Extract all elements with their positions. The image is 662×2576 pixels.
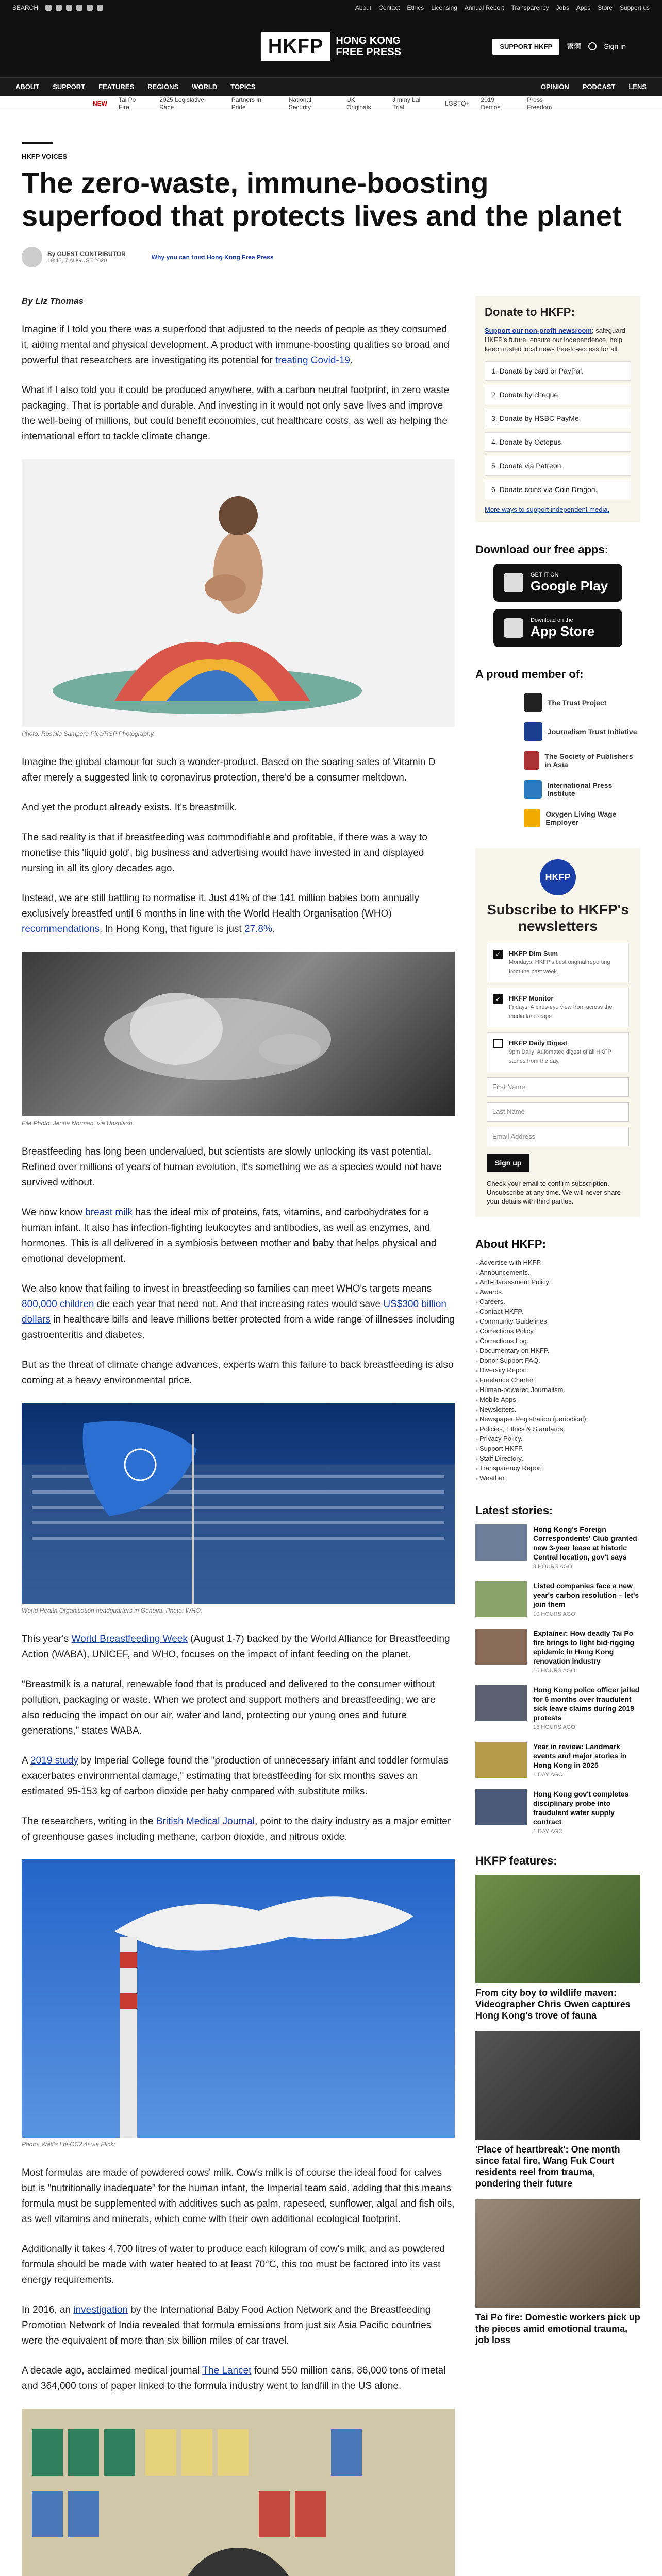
- newsletter-title: Subscribe to HKFP's newsletters: [487, 902, 629, 934]
- latest-story[interactable]: Explainer: How deadly Tai Po fire brings to light bid-rigging epidemic in Hong Kong renovation industry 16 HOURS AGO: [475, 1629, 640, 1675]
- checkbox-icon[interactable]: [493, 1039, 503, 1048]
- trending-item[interactable]: 2019 Demos: [481, 96, 501, 111]
- first-name-input[interactable]: First Name: [487, 1077, 629, 1097]
- paragraph: Most formulas are made of powdered cows' milk. Cow's milk is of course the ideal food for calves but is "nutritionally inadequate" for the human infant, the Imperial team said, adding that this means formula must be supplemented with additives such as palm, rapeseed, sunflower, algal and fish oils, as well vitamins and minerals, which come with their own additional ecological footprint.: [22, 2167, 455, 2225]
- main-navigation: [0, 77, 662, 96]
- threads-icon[interactable]: [97, 5, 103, 11]
- member-logo[interactable]: Journalism Trust Initiative: [475, 717, 640, 746]
- trending-item[interactable]: National Security: [288, 96, 311, 111]
- newsletter-logo: HKFP: [540, 859, 576, 895]
- formula-shelves-illustration: [22, 2409, 455, 2576]
- inline-link[interactable]: investigation: [73, 2304, 128, 2315]
- support-hkfp-button[interactable]: SUPPORT HKFP: [492, 39, 559, 55]
- donate-option[interactable]: 6. Donate coins via Coin Dragon.: [485, 480, 631, 499]
- paragraph: Instead, we are still battling to normalise it. Just 41% of the 141 million babies born annually exclusively breastfed until 6 months in line with the World Health Organisation (WHO) recommendations. In Hong Kong, that figure is just 27.8%.: [22, 893, 419, 935]
- article-image-who: [22, 1403, 455, 1604]
- article-image-chimney: [22, 1859, 455, 2138]
- latest-story[interactable]: Hong Kong's Foreign Correspondents' Club granted new 3-year lease at historic Central location, gov't says 9 HOURS AGO: [475, 1524, 640, 1571]
- annual-report-link[interactable]: Annual Report: [464, 4, 504, 11]
- story-thumbnail: [475, 1685, 527, 1721]
- newsletter-option[interactable]: HKFP Daily Digest 9pm Daily: Automated digest of all HKFP stories from the day.: [487, 1032, 629, 1072]
- paragraph: "Breastmilk is a natural, renewable food that is produced and delivered to the consumer without pollution, packaging or waste. When we protect and support mothers and breastfeeding, we are also reducing the impact on our air, water and land, protecting our young ones and future generations," states WABA.: [22, 1679, 436, 1736]
- mother-breastfeeding-illustration: [22, 459, 455, 727]
- about-list: [475, 1258, 640, 1483]
- trending-item[interactable]: 2025 Legislative Race: [159, 96, 204, 111]
- paragraph: This year's World Breastfeeding Week (August 1-7) backed by the World Alliance for Breastfeeding Action (WABA), UNICEF, and WHO, focuses on the impact of infant feeding on the planet.: [22, 1634, 450, 1660]
- logo-mark: HKFP: [261, 32, 330, 61]
- about-link[interactable]: ● Community Guidelines.: [475, 1317, 640, 1327]
- nav-regions[interactable]: REGIONS: [147, 83, 179, 91]
- checkbox-checked-icon[interactable]: ✓: [493, 950, 503, 959]
- last-name-input[interactable]: Last Name: [487, 1102, 629, 1122]
- trending-item[interactable]: Press Freedom: [527, 96, 552, 111]
- transparency-link[interactable]: Transparency: [511, 4, 549, 11]
- member-list: [475, 688, 640, 833]
- donate-box: [475, 296, 640, 522]
- signup-button[interactable]: Sign up: [487, 1154, 529, 1172]
- latest-title: Latest stories:: [475, 1504, 553, 1517]
- nav-world[interactable]: WORLD: [192, 83, 218, 91]
- x-icon[interactable]: [56, 5, 62, 11]
- site-header: [0, 15, 662, 77]
- inline-link[interactable]: World Breastfeeding Week: [71, 1634, 188, 1645]
- donate-text: Support our non-profit newsroom; safeguard HKFP's future, ensure our independence, help keep trusted local news free-to-access for all.: [485, 327, 626, 353]
- smokestack-illustration: [22, 1859, 455, 2138]
- oxygen-icon: [524, 809, 540, 827]
- trust-project-icon: [524, 693, 542, 712]
- about-link[interactable]: ● Awards.: [475, 1287, 640, 1297]
- member-logo[interactable]: International Press Institute: [475, 775, 640, 804]
- donate-title: Donate to HKFP:: [485, 306, 575, 318]
- author-avatar: [22, 247, 42, 267]
- story-thumbnail: [475, 1789, 527, 1825]
- feature-story[interactable]: Tai Po fire: Domestic workers pick up the pieces amid emotional trauma, job loss: [475, 2199, 640, 2346]
- nav-podcast[interactable]: PODCAST: [582, 83, 616, 91]
- story-thumbnail: [475, 1524, 527, 1561]
- trending-item[interactable]: Partners in Pride: [231, 96, 261, 111]
- article-image-mother: [22, 459, 455, 727]
- features-title: HKFP features:: [475, 1854, 557, 1867]
- paragraph: And yet the product already exists. It's breastmilk.: [22, 802, 237, 813]
- latest-story[interactable]: Year in review: Landmark events and major stories in Hong Kong in 2025 1 DAY AGO: [475, 1742, 640, 1779]
- nav-topics[interactable]: TOPICS: [230, 83, 256, 91]
- paragraph: We now know breast milk has the ideal mix of proteins, fats, vitamins, and carbohydrates for a human infant. It also has infection-fighting leukocytes and antibodies, as well as enzymes, and hormones. This is all delivered in a symbiosis between mother and baby that helps physical and emotional development.: [22, 1207, 437, 1264]
- ipi-icon: [524, 780, 542, 799]
- latest-story[interactable]: Hong Kong gov't completes disciplinary probe into fraudulent water supply contract 1 DAY AGO: [475, 1789, 640, 1836]
- about-link[interactable]: ● Contact HKFP.: [475, 1307, 640, 1317]
- paragraph: The researchers, writing in the British Medical Journal, point to the dairy industry as a major emitter of greenhouse gases including methane, carbon dioxide, and nitrous oxide.: [22, 1816, 451, 1842]
- member-title: A proud member of:: [475, 668, 584, 681]
- byline-text: [47, 250, 126, 264]
- apps-link[interactable]: Apps: [576, 4, 591, 11]
- byline-date: 19:45, 7 AUGUST 2020: [47, 258, 107, 264]
- trending-item[interactable]: Tai Po Fire: [119, 96, 136, 111]
- image-caption: File Photo: Jenna Norman, via Unsplash.: [22, 1120, 135, 1127]
- about-title: About HKFP:: [475, 1238, 546, 1250]
- email-input[interactable]: Email Address: [487, 1127, 629, 1146]
- paragraph: But as the threat of climate change advances, experts warn this failure to back breastfeeding is also coming at a heavy environmental price.: [22, 1360, 454, 1386]
- image-caption: Photo: Walt's Lbi-CC2.4r via Flickr: [22, 2141, 116, 2148]
- donate-option[interactable]: 2. Donate by cheque.: [485, 385, 631, 404]
- image-caption: Photo: Rosalie Sampere Pico/RSP Photography.: [22, 730, 155, 737]
- newsletter-option[interactable]: ✓ HKFP Dim Sum Mondays: HKFP's best original reporting from the past week.: [487, 943, 629, 982]
- story-thumbnail: [475, 1629, 527, 1665]
- article-body: [22, 296, 455, 2576]
- newsletter-note: Check your email to confirm subscription. Unsubscribe at any time. We will never share your details with third parties.: [487, 1180, 621, 1205]
- paragraph: A decade ago, acclaimed medical journal The Lancet found 550 million cans, 86,000 tons of metal and 364,000 tons of paper linked to the formula industry went to landfill in the US alone.: [22, 2365, 446, 2392]
- paragraph: Imagine if I told you there was a superfood that adjusted to the needs of people as they consumed it, aiding mental and physical development. A product with immune-boosting qualities so broad and powerful that researchers are investigating its potential for treating Covid-19.: [22, 324, 450, 366]
- feature-image: [475, 2199, 640, 2308]
- about-link[interactable]: ● Newspaper Registration (periodical).: [475, 1415, 640, 1425]
- inline-link[interactable]: 27.8%: [244, 924, 272, 935]
- header-actions: [492, 39, 626, 55]
- two-columns: [22, 296, 640, 2576]
- feature-story[interactable]: From city boy to wildlife maven: Videographer Chris Owen captures Hong Kong's trove of fauna: [475, 1875, 640, 2021]
- about-link[interactable]: ● Diversity Report.: [475, 1366, 640, 1376]
- about-link[interactable]: ● Staff Directory.: [475, 1454, 640, 1464]
- app-badges: [475, 564, 640, 647]
- about-link[interactable]: About: [355, 4, 372, 11]
- about-link[interactable]: ● Human-powered Journalism.: [475, 1385, 640, 1395]
- byline-author[interactable]: By GUEST CONTRIBUTOR: [47, 250, 126, 258]
- who-building-illustration: [22, 1403, 455, 1604]
- apps-title: Download our free apps:: [475, 543, 608, 556]
- apple-icon: [504, 618, 523, 638]
- google-play-badge[interactable]: GET IT ON Google Play: [493, 564, 622, 602]
- article-title: The zero-waste, immune-boosting superfood that protects lives and the planet: [22, 166, 622, 232]
- app-store-badge[interactable]: Download on the App Store: [493, 609, 622, 647]
- nav-opinion[interactable]: OPINION: [540, 83, 569, 91]
- inline-link[interactable]: 800,000 children: [22, 1299, 94, 1310]
- social-icons: [45, 5, 103, 11]
- contact-link[interactable]: Contact: [378, 4, 400, 11]
- inline-link[interactable]: recommendations: [22, 924, 100, 935]
- story-thumbnail: [475, 1581, 527, 1617]
- about-link[interactable]: ● Donor Support FAQ.: [475, 1356, 640, 1366]
- new-badge: NEW: [93, 99, 107, 107]
- trending-item[interactable]: Jimmy Lai Trial: [392, 96, 421, 111]
- paragraph: Imagine the global clamour for such a wonder-product. Based on the soaring sales of Vitamin D after merely a suggested link to coronavirus protection, there'd be a consumer meltdown.: [22, 757, 436, 783]
- about-link[interactable]: ● Careers.: [475, 1297, 640, 1307]
- trending-item[interactable]: UK Originals: [346, 96, 371, 111]
- about-link[interactable]: ● Freelance Charter.: [475, 1376, 640, 1385]
- facebook-icon[interactable]: [45, 5, 52, 11]
- about-link[interactable]: ● Mobile Apps.: [475, 1395, 640, 1405]
- member-logo[interactable]: Oxygen Living Wage Employer: [475, 804, 640, 833]
- about-link[interactable]: ● Advertise with HKFP.: [475, 1258, 640, 1268]
- user-icon[interactable]: [588, 42, 597, 50]
- about-link[interactable]: ● Privacy Policy.: [475, 1434, 640, 1444]
- jobs-link[interactable]: Jobs: [556, 4, 569, 11]
- store-link[interactable]: Store: [598, 4, 613, 11]
- donate-option[interactable]: 3. Donate by HSBC PayMe.: [485, 409, 631, 428]
- about-link[interactable]: ● Policies, Ethics & Standards.: [475, 1425, 640, 1434]
- latest-story[interactable]: Listed companies face a new year's carbon resolution – let's join them 10 HOURS AGO: [475, 1581, 640, 1618]
- inline-link[interactable]: 2019 study: [30, 1755, 78, 1766]
- jti-icon: [524, 722, 542, 741]
- trending-bar: [0, 96, 662, 111]
- inline-link[interactable]: British Medical Journal: [156, 1816, 255, 1827]
- about-link[interactable]: ● Anti-Harassment Policy.: [475, 1278, 640, 1287]
- nav-about[interactable]: ABOUT: [15, 83, 40, 91]
- google-play-icon: [504, 573, 523, 592]
- more-ways-link[interactable]: More ways to support independent media.: [485, 505, 610, 513]
- about-link[interactable]: ● Documentary on HKFP.: [475, 1346, 640, 1356]
- sopa-icon: [524, 751, 539, 770]
- kicker-rule: [22, 142, 53, 144]
- support-us-link[interactable]: Support us: [619, 4, 650, 11]
- paragraph: What if I also told you it could be produced anywhere, with a carbon neutral footprint, in zero waste packaging. That is portable and durable. And investing in it would not only save lives and improve the well-being of millions, but could benefit economies, cut healthcare costs, as well as helping the international effort to tackle climate change.: [22, 385, 450, 442]
- article-image-baby: [22, 952, 455, 1116]
- baby-hand-illustration: [22, 952, 455, 1116]
- latest-story[interactable]: Hong Kong police officer jailed for 6 months over fraudulent sick leave claims during 2019 protests 16 HOURS AGO: [475, 1685, 640, 1732]
- newsletter-box: [475, 848, 640, 1217]
- about-link[interactable]: ● Corrections Policy.: [475, 1327, 640, 1336]
- trending-item[interactable]: LGBTQ+: [444, 99, 470, 107]
- donate-option[interactable]: 5. Donate via Patreon.: [485, 456, 631, 476]
- about-link[interactable]: ● Support HKFP.: [475, 1444, 640, 1454]
- paragraph: The sad reality is that if breastfeeding was commodifiable and profitable, if there was a way to monetise this 'liquid gold', big business and advertising would have invested in and displayed nursing in all its glory decades ago.: [22, 832, 427, 874]
- sidebar: [475, 296, 640, 2576]
- logo-text: HONG KONG FREE PRESS: [336, 35, 402, 58]
- trust-link[interactable]: Why you can trust Hong Kong Free Press: [151, 253, 274, 261]
- article-image-formula: [22, 2409, 455, 2576]
- top-utility-bar: [0, 0, 662, 15]
- member-logo[interactable]: The Society of Publishers in Asia: [475, 746, 640, 775]
- feature-image: [475, 1875, 640, 1983]
- donate-option[interactable]: 4. Donate by Octopus.: [485, 432, 631, 452]
- checkbox-checked-icon[interactable]: ✓: [493, 994, 503, 1004]
- instagram-icon[interactable]: [66, 5, 72, 11]
- content-wrapper: [22, 111, 640, 2576]
- nav-support[interactable]: SUPPORT: [53, 83, 86, 91]
- story-thumbnail: [475, 1742, 527, 1778]
- paragraph: We also know that failing to invest in breastfeeding so families can meet WHO's targets means 800,000 children die each year that need not. And that increasing rates would save US$300 billion dollars in healthcare bills and leave millions better protected from a wide range of illnesses including gastroenteritis and diabetes.: [22, 1283, 455, 1341]
- paragraph: A 2019 study by Imperial College found the "production of unnecessary infant and toddler formulas exacerbates environmental damage," estimating that breastfeeding for six months saves an estimated 95-153 kg of carbon dioxide per baby compared with substitute milks.: [22, 1755, 449, 1797]
- donate-link[interactable]: Support our non-profit newsroom: [485, 327, 592, 334]
- paragraph: In 2016, an investigation by the International Baby Food Action Network and the Breastfeeding Promotion Network of India revealed that formula emissions from just six Asia Pacific countries were the equivalent of more than six billion miles of car travel.: [22, 2304, 432, 2346]
- newsletter-option[interactable]: ✓ HKFP Monitor Fridays: A birds-eye view from across the media landscape.: [487, 988, 629, 1027]
- youtube-icon[interactable]: [76, 5, 82, 11]
- about-link[interactable]: ● Newsletters.: [475, 1405, 640, 1415]
- inline-link[interactable]: treating Covid-19: [275, 355, 350, 366]
- site-logo[interactable]: [261, 32, 401, 61]
- inline-link[interactable]: breast milk: [85, 1207, 133, 1218]
- ethics-link[interactable]: Ethics: [407, 4, 424, 11]
- utility-links: [12, 4, 103, 11]
- latest-stories: [475, 1524, 640, 1836]
- utility-nav: [355, 4, 650, 11]
- inline-link[interactable]: The Lancet: [202, 2365, 252, 2376]
- paragraph: Breastfeeding has long been undervalued, but scientists are slowly unlocking its vast potential. Refined over millions of years of human evolution, it's something we as a species would not have survived without.: [22, 1146, 442, 1188]
- donate-option[interactable]: 1. Donate by card or PayPal.: [485, 361, 631, 381]
- linkedin-icon[interactable]: [87, 5, 93, 11]
- about-link[interactable]: ● Corrections Log.: [475, 1336, 640, 1346]
- licensing-link[interactable]: Licensing: [431, 4, 457, 11]
- about-link[interactable]: ● Transparency Report.: [475, 1464, 640, 1473]
- article-byline: [22, 247, 640, 267]
- article-author: By Liz Thomas: [22, 296, 84, 306]
- search-link[interactable]: SEARCH: [12, 4, 39, 11]
- feature-image: [475, 2031, 640, 2140]
- sign-in-link[interactable]: Sign in: [604, 42, 626, 50]
- feature-story[interactable]: 'Place of heartbreak': One month since fatal fire, Wang Fuk Court residents reel from trauma, pondering their future: [475, 2031, 640, 2189]
- image-caption: World Health Organisation headquarters in Geneva. Photo: WHO.: [22, 1607, 203, 1614]
- nav-lens[interactable]: LENS: [628, 83, 647, 91]
- about-link[interactable]: ● Announcements.: [475, 1268, 640, 1278]
- member-logo[interactable]: The Trust Project: [475, 688, 640, 717]
- paragraph: Additionally it takes 4,700 litres of water to produce each kilogram of cow's milk, and as powdered formula should be made with water heated to at least 70°C, this too must be factored into its vast energy requirements.: [22, 2244, 445, 2285]
- nav-features[interactable]: FEATURES: [98, 83, 135, 91]
- inline-link[interactable]: US$300 billion dollars: [22, 1299, 446, 1325]
- language-switch[interactable]: 繁體: [567, 42, 582, 50]
- about-link[interactable]: ● Weather.: [475, 1473, 640, 1483]
- article-category[interactable]: HKFP VOICES: [22, 152, 67, 160]
